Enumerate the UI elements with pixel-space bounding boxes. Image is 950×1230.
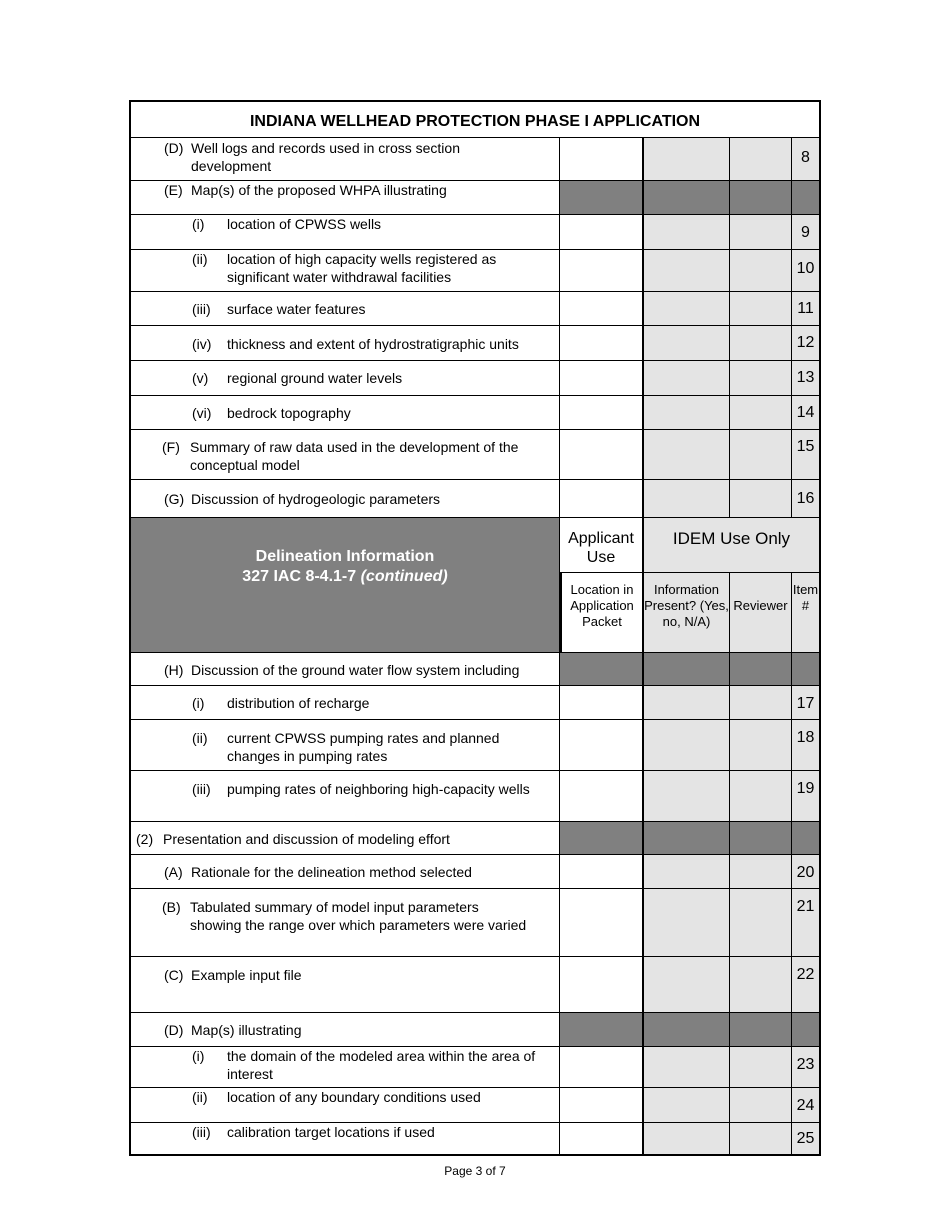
- table-row: [131, 686, 819, 720]
- row-label: (iii): [192, 301, 211, 317]
- row-label: (iii): [192, 1124, 211, 1140]
- item-number: 24: [796, 1097, 815, 1114]
- item-column-header: Item #: [791, 572, 819, 652]
- reviewer-cell: [729, 181, 791, 214]
- item-number: 23: [796, 1056, 815, 1073]
- row-label: (2): [136, 831, 154, 847]
- applicant-use-header: Applicant Use: [559, 518, 642, 572]
- reviewer-cell[interactable]: [729, 771, 791, 821]
- row-text: Tabulated summary of model input parameters showing the range over which parameters were varied: [190, 899, 527, 933]
- table-row: [131, 181, 819, 215]
- location-cell[interactable]: [559, 889, 642, 956]
- idem-use-only-header: IDEM Use Only: [642, 518, 819, 572]
- item-number: 17: [796, 695, 815, 712]
- reviewer-cell[interactable]: [729, 855, 791, 888]
- row-text: regional ground water levels: [227, 370, 403, 386]
- location-cell[interactable]: [559, 326, 642, 360]
- section-rule-line: [131, 568, 559, 586]
- section-rule: 327 IAC 8-4.1-7: [242, 568, 357, 585]
- row-text: bedrock topography: [227, 405, 351, 421]
- reviewer-cell[interactable]: [729, 396, 791, 429]
- information-present-cell[interactable]: [642, 771, 729, 821]
- row-label: (D): [164, 140, 184, 156]
- row-text: calibration target locations if used: [227, 1124, 435, 1140]
- location-cell[interactable]: [559, 361, 642, 395]
- table-row: [131, 1123, 819, 1154]
- table-row: [131, 1047, 819, 1088]
- information-present-cell[interactable]: [642, 326, 729, 360]
- row-label: (G): [164, 491, 185, 507]
- row-label: (ii): [192, 730, 208, 746]
- location-cell[interactable]: [559, 138, 642, 180]
- location-cell[interactable]: [559, 957, 642, 1012]
- reviewer-cell[interactable]: [729, 292, 791, 325]
- row-text: Presentation and discussion of modeling effort: [163, 831, 450, 847]
- item-number: 13: [796, 369, 815, 386]
- item-number: 22: [796, 966, 815, 983]
- location-cell: [559, 181, 642, 214]
- table-row: [131, 653, 819, 686]
- reviewer-cell[interactable]: [729, 361, 791, 395]
- reviewer-cell[interactable]: [729, 686, 791, 719]
- row-label: (B): [162, 899, 181, 915]
- information-present-cell: [642, 653, 729, 685]
- information-present-cell[interactable]: [642, 430, 729, 479]
- row-label: (ii): [192, 251, 208, 267]
- information-present-cell[interactable]: [642, 720, 729, 770]
- reviewer-cell[interactable]: [729, 480, 791, 517]
- item-number: 12: [796, 334, 815, 351]
- section-title: Delineation Information: [255, 548, 435, 565]
- information-present-cell[interactable]: [642, 1047, 729, 1087]
- row-label: (i): [192, 1048, 205, 1064]
- table-row: [131, 480, 819, 518]
- reviewer-cell: [729, 653, 791, 685]
- application-form: [129, 100, 821, 1156]
- location-column-header: Location in Application Packet: [559, 572, 642, 652]
- reviewer-cell[interactable]: [729, 889, 791, 956]
- table-row: [131, 361, 819, 396]
- location-cell[interactable]: [559, 480, 642, 517]
- location-cell: [559, 1013, 642, 1046]
- location-cell: [559, 653, 642, 685]
- information-present-cell[interactable]: [642, 686, 729, 719]
- reviewer-cell[interactable]: [729, 720, 791, 770]
- table-row: [131, 889, 819, 957]
- row-text: location of any boundary conditions used: [227, 1089, 481, 1105]
- reviewer-cell[interactable]: [729, 1047, 791, 1087]
- row-text: current CPWSS pumping rates and planned changes in pumping rates: [227, 730, 500, 764]
- information-present-cell[interactable]: [642, 1123, 729, 1154]
- page-number: Page 3 of 7: [444, 1164, 506, 1178]
- item-number: 25: [796, 1130, 815, 1147]
- reviewer-cell[interactable]: [729, 138, 791, 180]
- section-heading: [131, 518, 559, 652]
- location-cell[interactable]: [559, 771, 642, 821]
- row-text: Map(s) illustrating: [191, 1022, 302, 1038]
- row-text: surface water features: [227, 301, 366, 317]
- information-present-cell[interactable]: [642, 215, 729, 249]
- location-cell[interactable]: [559, 430, 642, 479]
- table-row: [131, 1088, 819, 1123]
- item-number: 16: [796, 490, 815, 507]
- item-number: 9: [801, 224, 810, 241]
- table-row: [131, 957, 819, 1013]
- row-label: (v): [192, 370, 209, 386]
- reviewer-cell[interactable]: [729, 957, 791, 1012]
- row-text: thickness and extent of hydrostratigraphic units: [227, 336, 519, 352]
- form-title: INDIANA WELLHEAD PROTECTION PHASE I APPLICATION: [131, 102, 819, 138]
- item-number: 8: [801, 149, 810, 166]
- table-row: [131, 250, 819, 292]
- reviewer-cell: [729, 1013, 791, 1046]
- table-row: [131, 720, 819, 771]
- row-label: (D): [164, 1022, 184, 1038]
- information-present-cell[interactable]: [642, 1088, 729, 1122]
- reviewer-column-header: Reviewer: [729, 572, 791, 652]
- reviewer-cell[interactable]: [729, 1123, 791, 1154]
- information-present-cell: [642, 822, 729, 854]
- reviewer-cell[interactable]: [729, 326, 791, 360]
- location-cell[interactable]: [559, 1123, 642, 1154]
- row-text: Summary of raw data used in the development of the conceptual model: [190, 439, 519, 473]
- row-label: (iv): [192, 336, 212, 352]
- information-present-cell[interactable]: [642, 361, 729, 395]
- location-cell[interactable]: [559, 686, 642, 719]
- row-text: Example input file: [191, 967, 302, 983]
- item-number: 10: [796, 260, 815, 277]
- row-label: (C): [164, 967, 184, 983]
- table-row: [131, 855, 819, 889]
- column-header: [131, 518, 819, 653]
- location-cell: [559, 822, 642, 854]
- information-present-cell[interactable]: [642, 889, 729, 956]
- item-number: 18: [796, 729, 815, 746]
- information-present-cell[interactable]: [642, 250, 729, 291]
- item-number: 15: [796, 438, 815, 455]
- row-text: pumping rates of neighboring high-capacity wells: [227, 781, 530, 797]
- location-cell[interactable]: [559, 855, 642, 888]
- reviewer-cell[interactable]: [729, 430, 791, 479]
- table-row: [131, 822, 819, 855]
- row-label: (H): [164, 662, 184, 678]
- row-text: location of CPWSS wells: [227, 216, 382, 232]
- location-cell[interactable]: [559, 720, 642, 770]
- table-row: [131, 1013, 819, 1047]
- row-text: Map(s) of the proposed WHPA illustrating: [191, 182, 447, 198]
- row-label: (A): [164, 864, 183, 880]
- table-row: [131, 215, 819, 250]
- table-row: [131, 396, 819, 430]
- item-number: 19: [796, 780, 815, 797]
- location-cell[interactable]: [559, 292, 642, 325]
- item-number: 21: [796, 898, 815, 915]
- row-text: Discussion of hydrogeologic parameters: [191, 491, 441, 507]
- reviewer-cell[interactable]: [729, 1088, 791, 1122]
- location-cell[interactable]: [559, 1047, 642, 1087]
- reviewer-cell[interactable]: [729, 215, 791, 249]
- information-present-cell[interactable]: [642, 855, 729, 888]
- row-text: Well logs and records used in cross section development: [191, 140, 460, 174]
- information-present-cell[interactable]: [642, 292, 729, 325]
- row-label: (E): [164, 182, 183, 198]
- item-number: 14: [796, 404, 815, 421]
- table-row: [131, 771, 819, 822]
- reviewer-cell[interactable]: [729, 250, 791, 291]
- item-number: 20: [796, 864, 815, 881]
- reviewer-cell: [729, 822, 791, 854]
- row-label: (F): [162, 439, 180, 455]
- information-present-cell: [642, 181, 729, 214]
- information-present-cell[interactable]: [642, 138, 729, 180]
- row-label: (vi): [192, 405, 212, 421]
- location-cell[interactable]: [559, 396, 642, 429]
- information-present-column-header: Information Present? (Yes, no, N/A): [642, 572, 729, 652]
- table-row: [131, 430, 819, 480]
- section-rule-suffix: (continued): [360, 568, 448, 585]
- location-cell[interactable]: [559, 250, 642, 291]
- information-present-cell[interactable]: [642, 396, 729, 429]
- row-label: (ii): [192, 1089, 208, 1105]
- information-present-cell: [642, 1013, 729, 1046]
- item-number: 11: [797, 300, 814, 317]
- table-row: [131, 326, 819, 361]
- location-cell[interactable]: [559, 1088, 642, 1122]
- row-text: Discussion of the ground water flow system including: [191, 662, 520, 678]
- table-row: [131, 138, 819, 181]
- row-text: distribution of recharge: [227, 695, 370, 711]
- information-present-cell[interactable]: [642, 957, 729, 1012]
- row-text: Rationale for the delineation method selected: [191, 864, 472, 880]
- row-text: the domain of the modeled area within the area of interest: [227, 1048, 536, 1082]
- information-present-cell[interactable]: [642, 480, 729, 517]
- table-row: [131, 292, 819, 326]
- row-label: (i): [192, 695, 205, 711]
- row-label: (i): [192, 216, 205, 232]
- location-cell[interactable]: [559, 215, 642, 249]
- row-text: location of high capacity wells registered as significant water withdrawal facilities: [227, 251, 497, 285]
- row-label: (iii): [192, 781, 211, 797]
